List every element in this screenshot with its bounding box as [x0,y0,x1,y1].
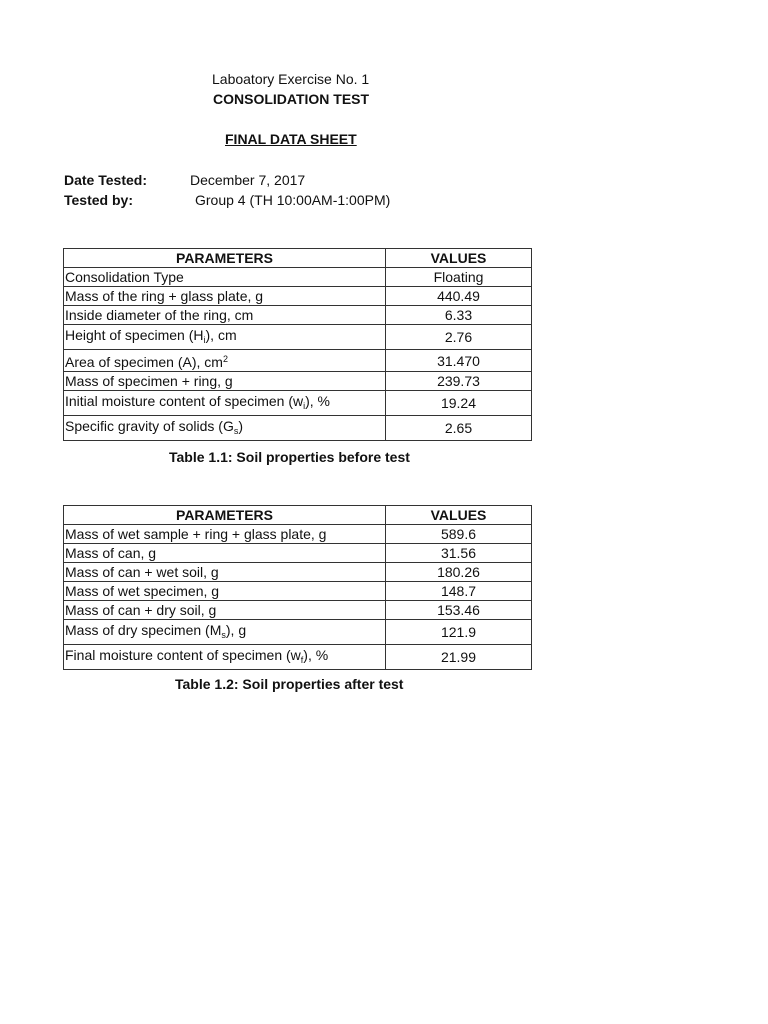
table-caption: Table 1.2: Soil properties after test [175,676,404,692]
param-cell [64,620,386,645]
value-cell: Floating [386,268,532,287]
param-subscript: s [221,629,226,640]
param-cell: Mass of specimen + ring, g [64,372,386,391]
value-cell: 2.65 [386,416,532,441]
param-text: ) [238,417,244,434]
value-cell: 21.99 [386,645,532,670]
table-row [64,620,532,645]
value-cell: 31.56 [386,544,532,563]
table-row [64,287,532,306]
values-header: VALUES [386,506,532,525]
table-row [64,268,532,287]
date-tested-label: Date Tested: [64,172,147,188]
test-title: CONSOLIDATION TEST [213,91,370,107]
table-row [64,391,532,416]
value-cell: 589.6 [386,525,532,544]
tested-by-value: Group 4 (TH 10:00AM-1:00PM) [195,192,391,208]
param-subscript: i [203,334,206,345]
param-text: ), % [303,646,329,663]
soil-properties-before-table [63,248,532,441]
table-row [64,582,532,601]
value-cell: 2.76 [386,325,532,350]
value-cell: 239.73 [386,372,532,391]
table-row [64,350,532,372]
table-header-row [64,249,532,268]
param-text: ), % [305,392,330,409]
param-subscript: s [233,425,239,436]
param-text: Initial moisture content of specimen (w [65,392,304,409]
table-header-row [64,506,532,525]
table-row [64,416,532,441]
table-row [64,325,532,350]
param-cell: Consolidation Type [64,268,386,287]
value-cell: 180.26 [386,563,532,582]
exercise-title: Laboatory Exercise No. 1 [212,71,370,87]
value-cell: 31.470 [386,350,532,372]
param-subscript: i [303,400,306,411]
param-cell: Inside diameter of the ring, cm [64,306,386,325]
value-cell: 440.49 [386,287,532,306]
param-text: Mass of dry specimen (M [65,621,222,638]
param-cell [64,391,386,416]
table-row [64,563,532,582]
param-superscript: 2 [222,354,228,364]
sheet-title: FINAL DATA SHEET [225,131,357,147]
values-header: VALUES [386,249,532,268]
date-tested-value: December 7, 2017 [190,172,306,188]
param-text: ), cm [205,326,237,343]
param-cell: Mass of the ring + glass plate, g [64,287,386,306]
param-cell: Mass of can + dry soil, g [64,601,386,620]
table-row [64,645,532,670]
table-row [64,601,532,620]
table-row [64,372,532,391]
table-row [64,544,532,563]
param-text: Specific gravity of solids (G [65,417,234,434]
tested-by-label: Tested by: [64,192,133,208]
param-text: Area of specimen (A), cm [65,354,223,370]
param-cell: Mass of wet sample + ring + glass plate, g [64,525,386,544]
param-text: ), g [225,621,247,638]
value-cell: 6.33 [386,306,532,325]
param-cell [64,416,386,441]
table-row [64,525,532,544]
parameters-header: PARAMETERS [64,249,386,268]
value-cell: 19.24 [386,391,532,416]
param-text: Height of specimen (H [65,326,204,343]
param-cell: Mass of can + wet soil, g [64,563,386,582]
param-cell: Mass of can, g [64,544,386,563]
soil-properties-after-table [63,505,532,670]
table-caption: Table 1.1: Soil properties before test [169,449,410,465]
param-cell [64,350,386,372]
param-text: Final moisture content of specimen (w [65,646,301,663]
table-row [64,306,532,325]
param-subscript: f [300,654,304,665]
value-cell: 148.7 [386,582,532,601]
parameters-header: PARAMETERS [64,506,386,525]
param-cell: Mass of wet specimen, g [64,582,386,601]
param-cell [64,325,386,350]
param-cell [64,645,386,670]
value-cell: 121.9 [386,620,532,645]
value-cell: 153.46 [386,601,532,620]
